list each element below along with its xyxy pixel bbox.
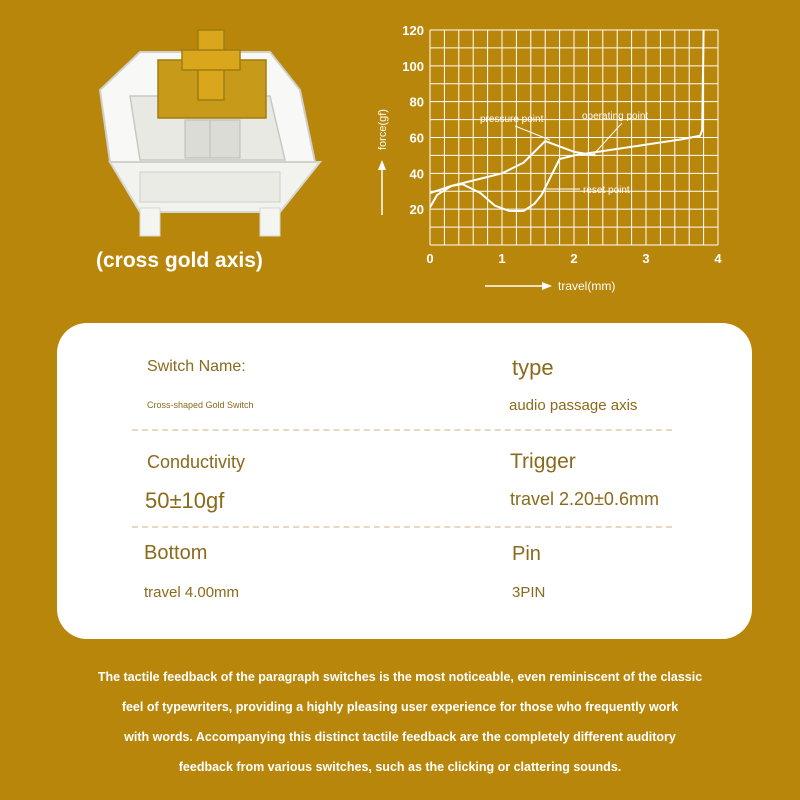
trigger-label: Trigger bbox=[510, 450, 576, 473]
description-line: feel of typewriters, providing a highly pleasing user experience for those who frequently work bbox=[121, 700, 679, 714]
description-line: with words. Accompanying this distinct tactile feedback are the completely different auditory bbox=[124, 730, 676, 744]
annotation-pressure-point: pressure point bbox=[480, 114, 544, 125]
chart-series bbox=[430, 30, 704, 211]
x-axis-arrow-head bbox=[542, 282, 552, 290]
x-tick-label: 3 bbox=[642, 251, 650, 266]
spec-card bbox=[57, 323, 752, 639]
force-travel-chart bbox=[360, 0, 800, 310]
y-tick-label: 100 bbox=[402, 58, 424, 74]
x-tick-label: 0 bbox=[426, 251, 434, 266]
switch-name-value: Cross-shaped Gold Switch bbox=[147, 400, 254, 410]
x-tick-label: 4 bbox=[714, 251, 722, 266]
force-curve-2 bbox=[430, 141, 596, 193]
divider-1 bbox=[132, 429, 672, 431]
divider-2 bbox=[132, 526, 672, 528]
type-value: audio passage axis bbox=[509, 397, 638, 414]
y-tick-label: 60 bbox=[409, 130, 424, 146]
switch-image bbox=[80, 12, 340, 242]
description bbox=[60, 662, 740, 782]
x-tick-label: 2 bbox=[570, 251, 578, 266]
conductivity-value: 50±10gf bbox=[145, 488, 225, 513]
bottom-value: travel 4.00mm bbox=[144, 584, 240, 601]
bottom-label: Bottom bbox=[144, 542, 208, 564]
x-axis-label: travel(mm) bbox=[558, 279, 616, 293]
annotation-reset-point: reset point bbox=[583, 185, 630, 196]
y-tick-label: 40 bbox=[409, 166, 424, 182]
trigger-value: travel 2.20±0.6mm bbox=[510, 489, 659, 509]
x-tick-label: 1 bbox=[498, 251, 506, 266]
y-tick-label: 20 bbox=[409, 202, 424, 218]
pin-value: 3PIN bbox=[512, 584, 546, 601]
description-line: The tactile feedback of the paragraph switches is the most noticeable, even reminiscent of the classic bbox=[97, 670, 703, 684]
switch-name-label: Switch Name: bbox=[147, 358, 246, 375]
pin-label: Pin bbox=[512, 543, 541, 565]
annotation-operating-point: operating point bbox=[582, 111, 649, 122]
chart-grid bbox=[430, 30, 718, 245]
y-tick-label: 120 bbox=[402, 23, 424, 38]
conductivity-label: Conductivity bbox=[147, 452, 246, 472]
force-curve-1 bbox=[430, 30, 704, 211]
description-line: feedback from various switches, such as the clicking or clattering sounds. bbox=[178, 760, 622, 774]
type-label: type bbox=[512, 355, 554, 380]
y-tick-label: 80 bbox=[409, 94, 424, 110]
product-caption: (cross gold axis) bbox=[96, 249, 263, 272]
y-axis-label: force(gf) bbox=[377, 109, 389, 150]
y-axis-arrow-head bbox=[378, 160, 386, 170]
